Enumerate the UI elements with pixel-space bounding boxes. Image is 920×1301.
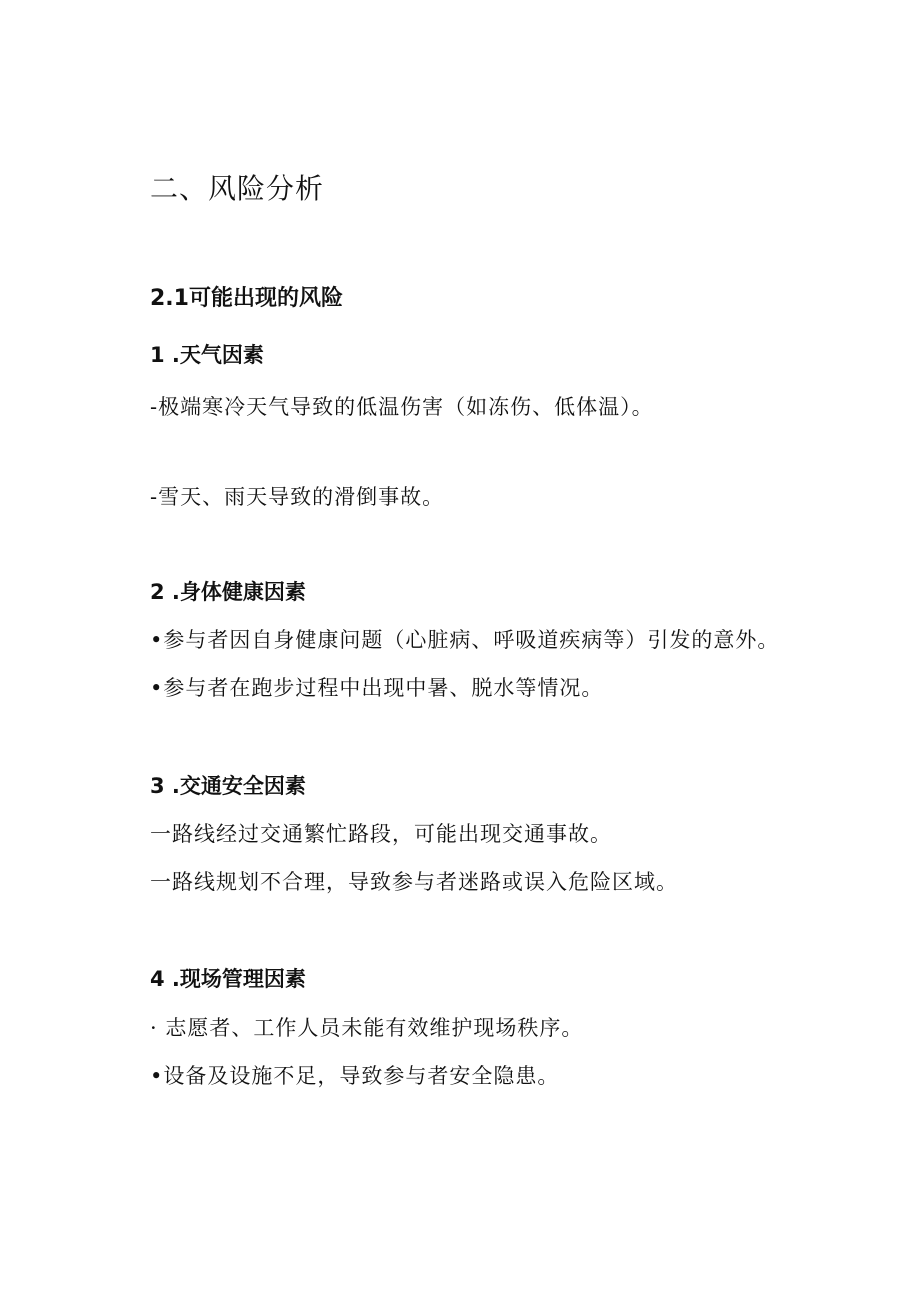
group-heading-weather: 1 .天气因素 [150, 343, 264, 367]
list-item: · 志愿者、工作人员未能有效维护现场秩序。 [150, 1016, 584, 1040]
list-item: 一路线经过交通繁忙路段，可能出现交通事故。 [150, 822, 612, 846]
list-item: •设备及设施不足，导致参与者安全隐患。 [150, 1064, 560, 1088]
section-title: 二、风险分析 [150, 172, 325, 205]
group-heading-site-management: 4 .现场管理因素 [150, 967, 306, 991]
subsection-title: 2.1可能出现的风险 [150, 286, 343, 311]
group-heading-health: 2 .身体健康因素 [150, 580, 306, 604]
list-item: •参与者因自身健康问题（心脏病、呼吸道疾病等）引发的意外。 [150, 628, 780, 652]
list-item: •参与者在跑步过程中出现中暑、脱水等情况。 [150, 676, 604, 700]
list-item: -雪天、雨天导致的滑倒事故。 [150, 485, 445, 509]
group-heading-traffic: 3 .交通安全因素 [150, 774, 306, 798]
list-item: -极端寒冷天气导致的低温伤害（如冻伤、低体温）。 [150, 395, 654, 419]
list-item: 一路线规划不合理，导致参与者迷路或误入危险区域。 [150, 870, 678, 894]
